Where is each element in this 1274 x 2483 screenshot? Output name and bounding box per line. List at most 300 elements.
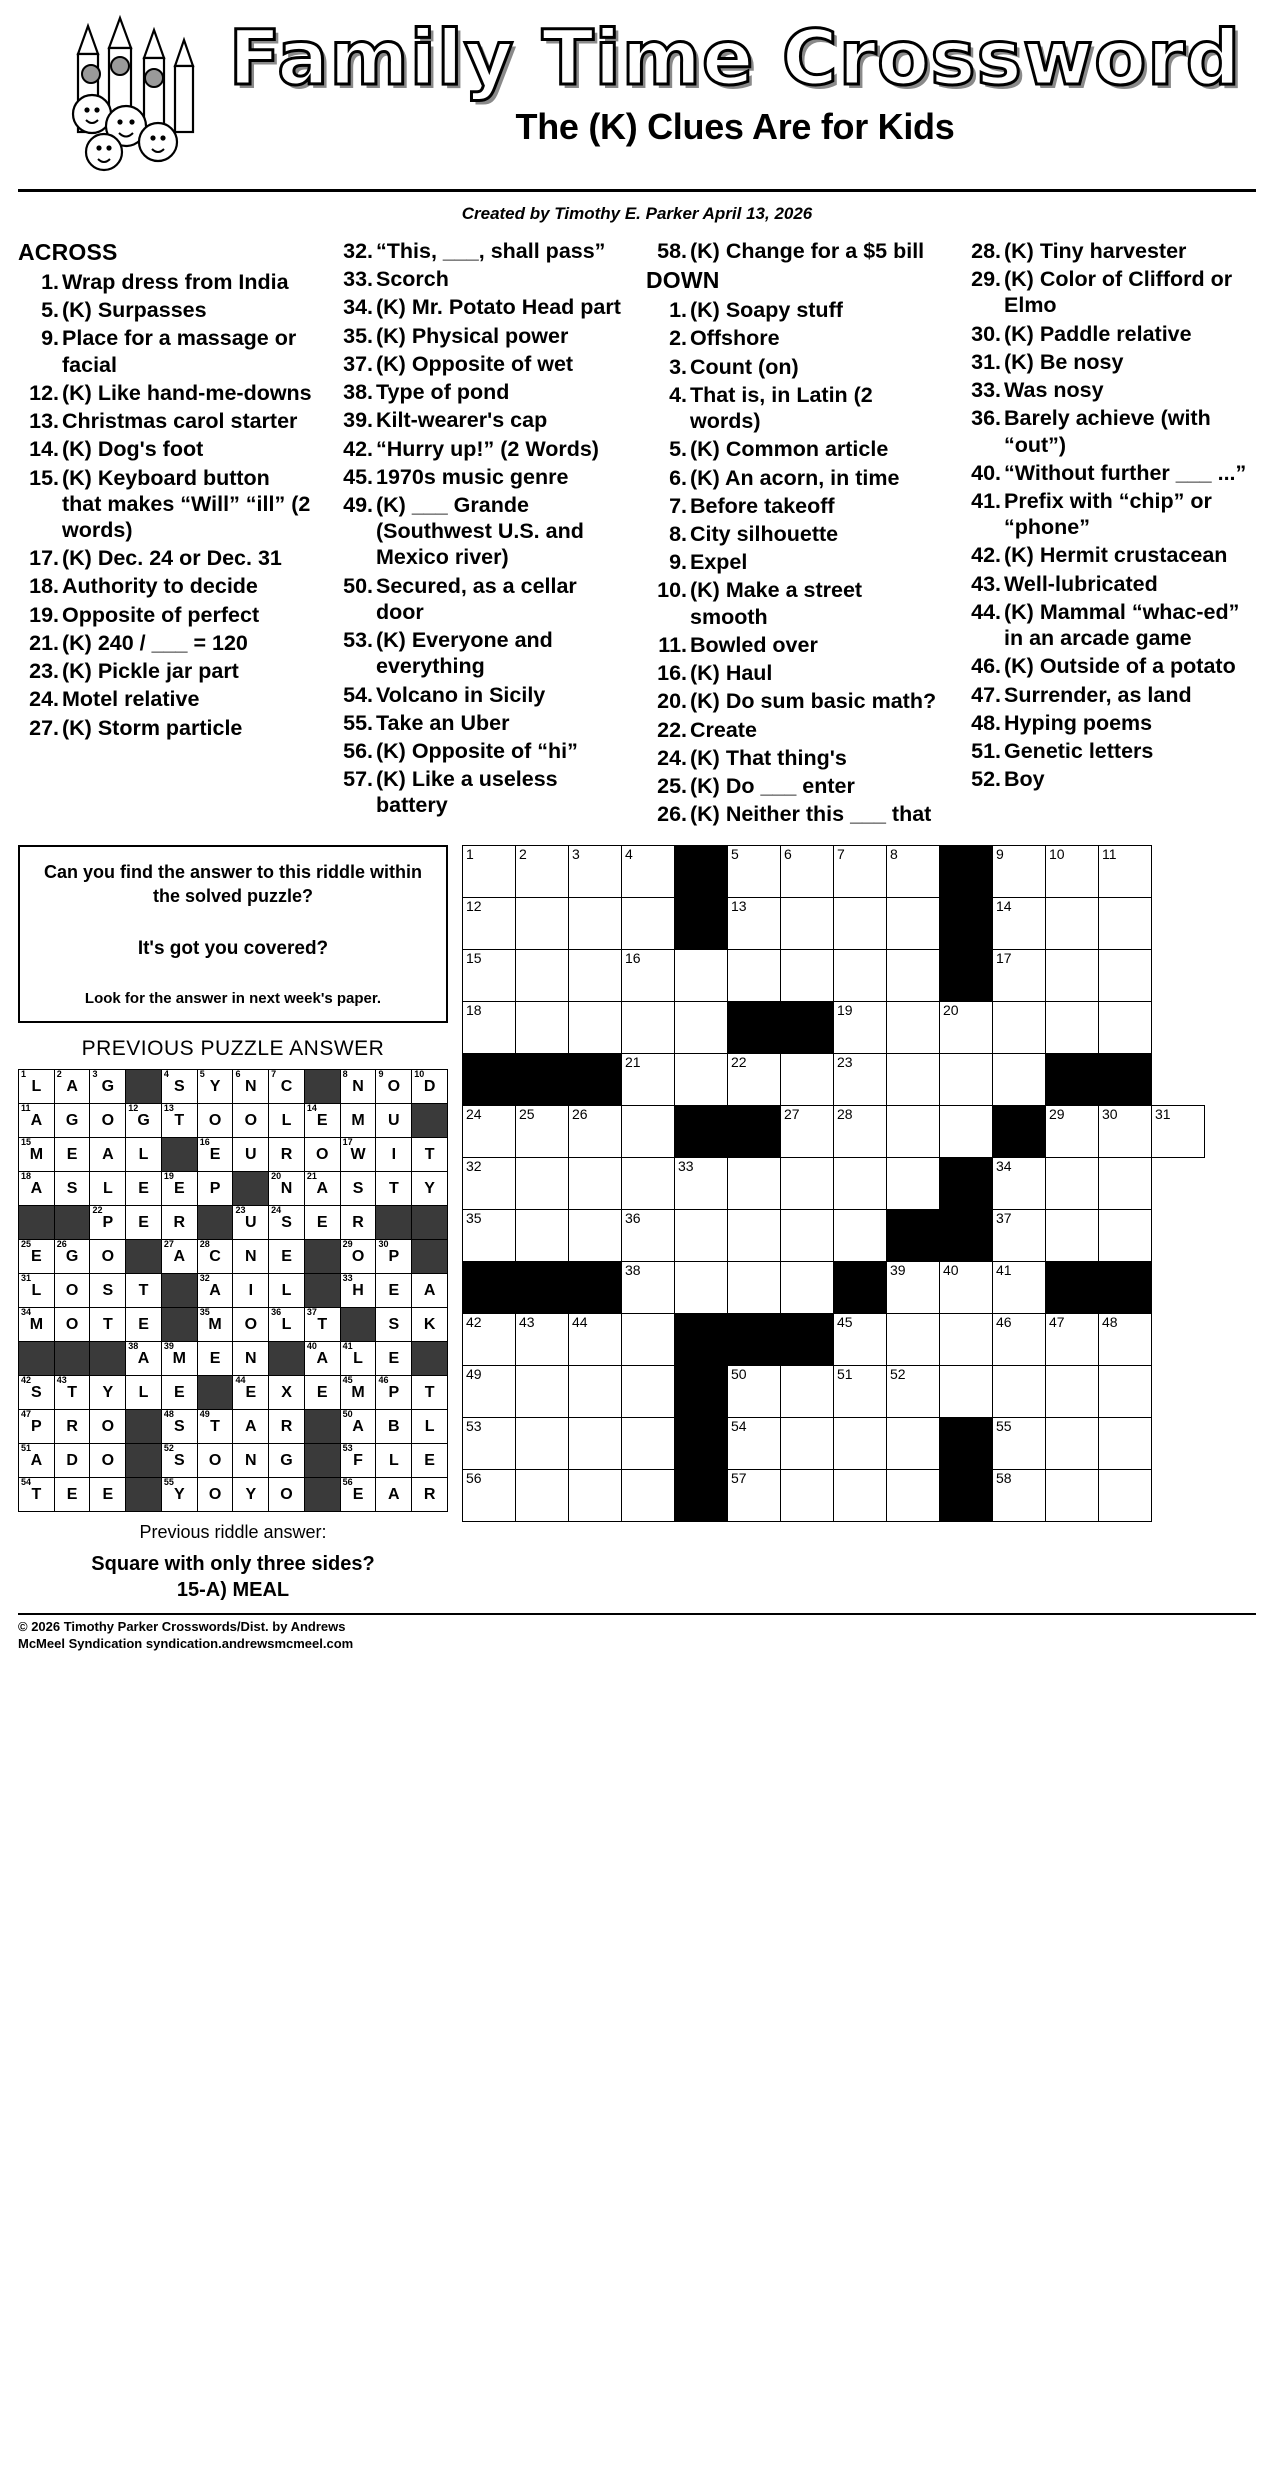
grid-cell[interactable] [463,950,516,1002]
clue-down-52 [960,766,1256,792]
prev-grid-cell-number: 30 [378,1239,389,1250]
grid-cell[interactable] [1099,846,1152,898]
grid-row [463,1054,1205,1106]
clue-number: 32. [343,239,373,263]
grid-cell-number: 16 [625,950,641,967]
grid-cell[interactable] [463,1158,516,1210]
prev-grid-cell-letter: I [248,1282,254,1300]
clue-number: 2. [669,326,687,351]
grid-cell[interactable] [675,1262,728,1314]
prev-grid-cell [161,1376,197,1410]
prev-grid-cell [269,1240,305,1274]
grid-cell[interactable] [1046,1366,1099,1418]
grid-cell[interactable] [463,1106,516,1158]
grid-cell[interactable] [1099,1470,1152,1522]
prev-grid-cell [376,1376,412,1410]
grid-cell[interactable] [516,1210,569,1262]
grid-cell[interactable] [993,1262,1046,1314]
clue-text: Was nosy [1004,378,1104,403]
grid-cell[interactable] [622,1262,675,1314]
clue-number: 1. [41,270,59,295]
previous-riddle-answer-line1: Square with only three sides? [91,1553,375,1576]
prev-grid-cell-block [376,1206,412,1240]
grid-cell[interactable] [622,1054,675,1106]
grid-cell[interactable] [728,1418,781,1470]
grid-cell[interactable] [887,898,940,950]
prev-grid-cell-number: 4 [163,1069,169,1080]
grid-cell[interactable] [516,898,569,950]
prev-grid-cell-letter: E [209,1350,221,1368]
clue-text: (K) Dec. 24 or Dec. 31 [62,546,282,571]
grid-cell[interactable] [834,846,887,898]
grid-cell[interactable] [569,846,622,898]
prev-grid-cell-letter: L [102,1180,113,1198]
grid-cell[interactable] [834,898,887,950]
clue-number: 57. [343,767,373,792]
clue-number: 9. [41,326,59,351]
grid-cell[interactable] [1046,1470,1099,1522]
clue-text: Expel [690,550,748,575]
grid-cell[interactable] [1046,1210,1099,1262]
prev-grid-cell-block [161,1138,197,1172]
grid-cell[interactable] [940,1366,993,1418]
grid-cell[interactable] [781,950,834,1002]
prev-grid-cell [412,1478,448,1512]
masthead [18,14,1256,179]
prev-grid-cell-number: 48 [163,1409,174,1420]
grid-cell[interactable] [622,1210,675,1262]
grid-cell[interactable] [569,1366,622,1418]
prev-grid-cell [161,1240,197,1274]
grid-cell[interactable] [1046,1418,1099,1470]
grid-cell-number: 31 [1155,1106,1171,1123]
prev-grid-cell-letter: M [29,1316,44,1334]
grid-cell[interactable] [1099,1418,1152,1470]
prev-grid-cell [269,1478,305,1512]
grid-cell[interactable] [728,1054,781,1106]
clue-text: (K) Dog's foot [62,437,204,462]
prev-grid-cell [90,1138,126,1172]
grid-cell[interactable] [516,1158,569,1210]
grid-cell-number: 27 [784,1106,800,1123]
grid-cell[interactable] [516,1470,569,1522]
grid-cell[interactable] [834,950,887,1002]
grid-cell[interactable] [1099,1002,1152,1054]
prev-grid-cell-letter: O [316,1146,329,1164]
prev-grid-cell [161,1070,197,1104]
clue-number: 24. [657,745,687,770]
grid-cell[interactable] [516,1418,569,1470]
grid-cell[interactable] [834,1002,887,1054]
prev-grid-cell-letter: O [208,1486,222,1504]
clue-number: 29. [971,267,1001,292]
grid-cell[interactable] [728,1158,781,1210]
grid-row [463,1314,1205,1366]
grid-cell[interactable] [993,846,1046,898]
grid-cell[interactable] [516,1106,569,1158]
grid-cell[interactable] [463,1418,516,1470]
grid-cell[interactable] [622,1002,675,1054]
prev-grid-cell-letter: E [281,1248,292,1266]
grid-cell[interactable] [1099,1158,1152,1210]
grid-cell[interactable] [463,1366,516,1418]
grid-cell[interactable] [781,1106,834,1158]
grid-cell[interactable] [887,1366,940,1418]
grid-cell[interactable] [993,1210,1046,1262]
prev-grid-cell-letter: O [387,1078,401,1096]
prev-grid-cell-number: 36 [271,1307,282,1318]
grid-cell[interactable] [834,1470,887,1522]
grid-cell-number: 41 [996,1262,1012,1279]
grid-cell[interactable] [993,898,1046,950]
grid-cell[interactable] [675,950,728,1002]
clue-number: 35. [343,323,373,348]
grid-cell[interactable] [781,1262,834,1314]
clue-across-35 [332,323,628,349]
grid-cell[interactable] [834,1210,887,1262]
grid-cell[interactable] [1046,1002,1099,1054]
grid-cell[interactable] [1046,1314,1099,1366]
riddle-question: Can you find the answer to this riddle within the solved puzzle? [43,862,423,906]
prev-grid-cell-number: 51 [21,1443,32,1454]
clue-text: Surrender, as land [1004,682,1192,707]
grid-cell-number: 58 [996,1470,1012,1487]
grid-cell[interactable] [781,1470,834,1522]
clue-across-17 [18,545,314,571]
clue-text: City silhouette [690,522,839,547]
grid-cell[interactable] [569,1470,622,1522]
grid-cell[interactable] [463,1002,516,1054]
prev-grid-cell [304,1376,340,1410]
prev-grid-cell [269,1138,305,1172]
grid-cell[interactable] [834,1418,887,1470]
grid-cell[interactable] [993,1470,1046,1522]
clue-text: (K) Storm particle [62,715,243,740]
prev-grid-cell-letter: E [352,1486,364,1504]
prev-grid-cell-letter: T [174,1112,185,1130]
prev-grid-cell-letter: N [280,1180,293,1198]
grid-cell[interactable] [834,1314,887,1366]
grid-cell[interactable] [1099,1210,1152,1262]
grid-cell[interactable] [569,1106,622,1158]
clue-down-26 [646,801,942,827]
clue-text: (K) Tiny harvester [1004,239,1187,263]
grid-cell-number: 34 [996,1158,1012,1175]
prev-grid-cell-block [126,1444,162,1478]
clue-across-19 [18,602,314,628]
grid-cell[interactable] [463,1314,516,1366]
grid-cell[interactable] [781,846,834,898]
prev-grid-cell-number: 43 [56,1375,67,1386]
prev-grid-cell-letter: L [138,1384,149,1402]
prev-grid-cell-block [90,1342,126,1376]
grid-cell-block [463,1054,516,1106]
grid-cell[interactable] [781,1418,834,1470]
previous-riddle-label: Previous riddle answer: [139,1522,327,1543]
grid-cell[interactable] [1099,898,1152,950]
grid-cell[interactable] [993,950,1046,1002]
grid-cell-number: 11 [1102,846,1117,863]
grid-cell[interactable] [516,1366,569,1418]
grid-cell[interactable] [463,1210,516,1262]
grid-cell[interactable] [675,1210,728,1262]
prev-grid-cell-letter: E [173,1384,185,1402]
clue-number: 13. [29,409,59,434]
grid-cell[interactable] [622,1314,675,1366]
grid-cell[interactable] [834,1054,887,1106]
prev-grid-cell-letter: E [316,1384,328,1402]
grid-cell[interactable] [993,1054,1046,1106]
clue-number: 33. [971,378,1001,403]
prev-grid-cell [376,1240,412,1274]
grid-cell[interactable] [622,1366,675,1418]
prev-grid-cell-letter: E [138,1214,149,1232]
prev-grid-cell-letter: H [352,1282,364,1300]
prev-grid-cell [269,1444,305,1478]
clue-number: 47. [971,682,1001,707]
prev-grid-cell [269,1206,305,1240]
prev-grid-cell-letter: S [173,1418,185,1436]
prev-grid-cell-letter: O [244,1112,258,1130]
grid-cell[interactable] [463,898,516,950]
clue-text: Before takeoff [690,493,835,518]
grid-cell[interactable] [622,1158,675,1210]
prev-grid-cell-letter: T [31,1486,42,1504]
prev-grid-cell-letter: M [351,1384,365,1402]
grid-cell[interactable] [569,1418,622,1470]
clue-text: Count (on) [690,354,799,379]
grid-cell[interactable] [887,1106,940,1158]
grid-cell[interactable] [940,1106,993,1158]
prev-grid-cell-block [412,1240,448,1274]
clue-across-15 [18,465,314,544]
grid-cell[interactable] [516,1002,569,1054]
grid-cell-number: 18 [466,1002,482,1019]
clue-text: (K) Common article [690,437,889,462]
grid-cell[interactable] [1046,846,1099,898]
grid-cell[interactable] [569,898,622,950]
grid-cell[interactable] [993,1366,1046,1418]
prev-grid-cell [161,1410,197,1444]
prev-grid-cell-letter: O [244,1316,258,1334]
grid-cell[interactable] [622,1106,675,1158]
grid-cell-block [728,1314,781,1366]
grid-cell[interactable] [1046,898,1099,950]
grid-cell-number: 24 [466,1106,482,1123]
clue-number: 33. [343,267,373,292]
prev-grid-cell-block [304,1070,340,1104]
prev-grid-cell [233,1308,269,1342]
prev-grid-cell [340,1342,376,1376]
grid-cell[interactable] [993,1158,1046,1210]
prev-grid-cell-letter: E [173,1180,185,1198]
prev-grid-cell-number: 37 [306,1307,317,1318]
clue-across-45 [332,464,628,490]
grid-cell[interactable] [1046,950,1099,1002]
grid-cell[interactable] [887,1314,940,1366]
grid-cell-number: 19 [837,1002,853,1019]
prev-grid-cell [19,1138,55,1172]
prev-grid-cell [304,1308,340,1342]
clue-down-46 [960,653,1256,679]
clue-text: Hyping poems [1004,710,1153,735]
grid-cell-number: 5 [731,846,739,863]
grid-cell-number: 49 [466,1366,482,1383]
grid-cell[interactable] [622,950,675,1002]
prev-grid-cell-letter: Y [209,1078,221,1096]
grid-cell[interactable] [993,1418,1046,1470]
prev-grid-cell [197,1478,233,1512]
prev-grid-cell-letter: K [423,1316,436,1334]
grid-cell[interactable] [728,898,781,950]
grid-cell[interactable] [940,1262,993,1314]
grid-cell[interactable] [463,1470,516,1522]
clue-text: (K) ___ Grande (Southwest U.S. and Mexico river) [376,492,584,570]
prev-grid-cell [161,1172,197,1206]
grid-cell[interactable] [463,846,516,898]
grid-cell-number: 2 [519,846,527,863]
prev-grid-cell-letter: A [209,1282,221,1300]
grid-cell[interactable] [569,1002,622,1054]
grid-cell[interactable] [675,1158,728,1210]
riddle-text: It's got you covered? [137,938,329,960]
clue-across-32 [332,238,628,264]
grid-cell[interactable] [781,1366,834,1418]
grid-cell[interactable] [993,1002,1046,1054]
prev-grid-cell-number: 53 [342,1443,353,1454]
grid-cell[interactable] [675,1002,728,1054]
prev-grid-cell-block [304,1478,340,1512]
prev-grid-cell-letter: C [280,1078,293,1096]
prev-grid-cell [340,1104,376,1138]
prev-grid-cell-letter: S [173,1078,185,1096]
prev-grid-cell-block [161,1308,197,1342]
clue-number: 5. [669,437,687,462]
grid-cell-block [781,1002,834,1054]
prev-grid-cell [340,1240,376,1274]
grid-cell[interactable] [993,1314,1046,1366]
prev-grid-cell-block [412,1342,448,1376]
grid-cell[interactable] [887,1054,940,1106]
grid-cell-block [675,1106,728,1158]
prev-grid-cell-letter: O [101,1452,115,1470]
grid-cell[interactable] [887,1002,940,1054]
grid-cell[interactable] [1152,1106,1205,1158]
grid-cell[interactable] [569,1314,622,1366]
grid-cell[interactable] [516,846,569,898]
grid-cell[interactable] [887,1418,940,1470]
grid-cell-number: 23 [837,1054,853,1071]
prev-grid-cell-number: 20 [271,1171,282,1182]
clue-across-21 [18,630,314,656]
grid-cell[interactable] [569,950,622,1002]
prev-grid-cell-letter: T [102,1316,113,1334]
grid-cell[interactable] [675,1054,728,1106]
clue-number: 58. [657,239,687,263]
clue-number: 46. [971,654,1001,679]
prev-grid-cell [54,1274,90,1308]
clue-number: 15. [29,465,59,490]
crossword-grid[interactable] [462,845,1205,1522]
grid-cell[interactable] [728,1470,781,1522]
clue-text: Create [690,717,757,742]
grid-cell[interactable] [728,846,781,898]
prev-grid-cell-letter: F [353,1452,363,1470]
grid-cell[interactable] [1046,1158,1099,1210]
grid-cell[interactable] [887,846,940,898]
prev-grid-cell-letter: R [66,1418,78,1436]
grid-cell[interactable] [781,1210,834,1262]
grid-cell[interactable] [569,1158,622,1210]
grid-cell[interactable] [728,1366,781,1418]
grid-cell[interactable] [622,898,675,950]
clue-across-58 [646,238,942,264]
grid-cell[interactable] [781,898,834,950]
grid-cell-number: 46 [996,1314,1012,1331]
grid-cell[interactable] [516,1314,569,1366]
prev-grid-cell-letter: L [31,1078,42,1096]
grid-cell[interactable] [728,1210,781,1262]
grid-cell[interactable] [728,1262,781,1314]
grid-cell[interactable] [887,1262,940,1314]
grid-cell[interactable] [887,950,940,1002]
clue-down-3 [646,354,942,380]
grid-cell-number: 17 [996,950,1012,967]
prev-grid-cell-letter: A [316,1350,329,1368]
grid-cell[interactable] [834,1366,887,1418]
prev-grid-cell [90,1240,126,1274]
clue-number: 17. [29,546,59,571]
grid-cell[interactable] [1099,1314,1152,1366]
grid-cell[interactable] [622,1470,675,1522]
clue-down-31 [960,349,1256,375]
grid-cell[interactable] [781,1054,834,1106]
grid-cell[interactable] [940,1054,993,1106]
grid-cell[interactable] [834,1106,887,1158]
grid-cell[interactable] [1099,1106,1152,1158]
grid-cell[interactable] [569,1210,622,1262]
grid-cell-block [1046,1262,1099,1314]
prev-grid-cell-letter: E [138,1180,149,1198]
grid-cell[interactable] [940,1314,993,1366]
grid-cell-number: 22 [731,1054,747,1071]
grid-cell[interactable] [781,1158,834,1210]
grid-cell[interactable] [940,1002,993,1054]
grid-cell-number: 57 [731,1470,747,1487]
prev-grid-cell [376,1172,412,1206]
grid-cell[interactable] [1046,1106,1099,1158]
grid-cell[interactable] [1099,1366,1152,1418]
grid-cell[interactable] [516,950,569,1002]
grid-cell-block [993,1106,1046,1158]
grid-cell-number: 50 [731,1366,747,1383]
grid-cell-number: 47 [1049,1314,1065,1331]
prev-grid-cell-letter: G [65,1112,79,1130]
prev-grid-cell [90,1308,126,1342]
grid-cell[interactable] [728,950,781,1002]
grid-row [463,846,1205,898]
grid-cell[interactable] [887,1158,940,1210]
grid-cell[interactable] [1099,950,1152,1002]
clue-text: Place for a massage or facial [62,326,297,377]
grid-cell[interactable] [887,1470,940,1522]
clue-text: (K) Do ___ enter [690,773,855,798]
prev-grid-cell-number: 15 [21,1137,32,1148]
prev-grid-cell-number: 5 [199,1069,205,1080]
grid-cell[interactable] [622,846,675,898]
grid-cell[interactable] [834,1158,887,1210]
grid-cell[interactable] [622,1418,675,1470]
